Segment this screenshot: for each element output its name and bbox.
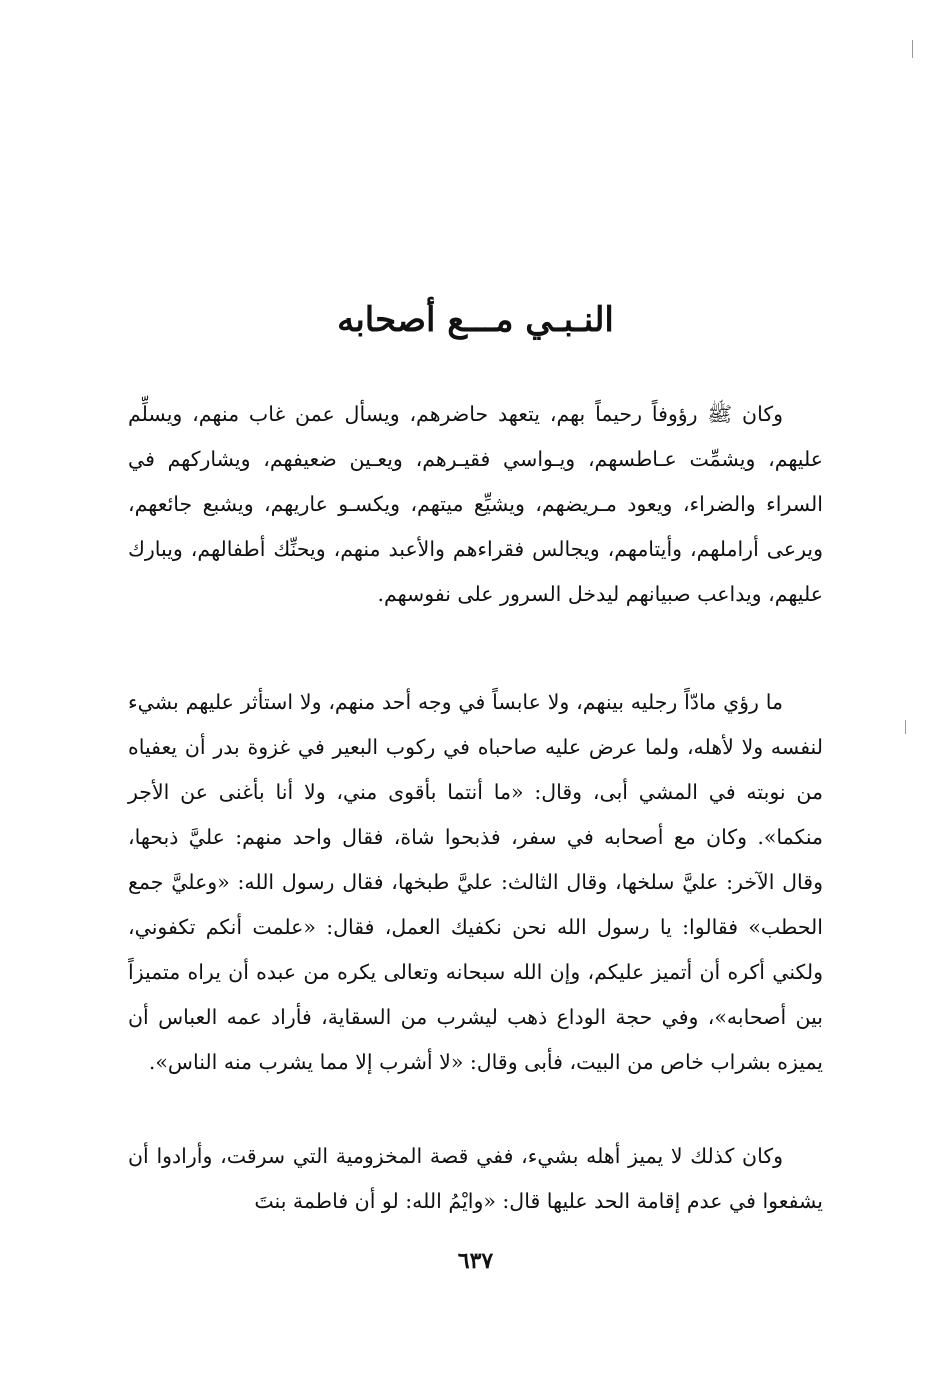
scan-mark [905, 720, 906, 734]
chapter-title: النـبـي مـــع أصحابه [337, 300, 614, 340]
paragraph-1: وكان ﷺ رؤوفاً رحيماً بهم، يتعهد حاضرهم، ويسأل عمن غاب منهم، ويسلِّم عليهم، ويشمِّت عـاطسهم، ويـواسي فقيـرهم، ويعـين ضعيفهم، ويشاركهم في السراء والضراء، ويعود مـريضهم، ويشيِّع ميتهم، ويكسـو عاريهم، ويشبع جائعهم، ويرعى أراملهم، وأيتامهم، ويجالس فقراءهم والأعبد منهم، ويحنِّك أطفالهم، ويبارك عليهم، ويداعب صبيانهم ليدخل السرور على نفوسهم. [128, 402, 823, 606]
paragraph-3: وكان كذلك لا يميز أهله بشيء، ففي قصة المخزومية التي سرقت، وأرادوا أن يشفعوا في عدم إقامة الحد عليها قال: «وايْمُ الله: لو أن فاطمة بنتَ [128, 1144, 823, 1213]
paragraph-2: ما رؤي مادّاً رجليه بينهم، ولا عابساً في وجه أحد منهم، ولا استأثر عليهم بشيء لنفسه ولا لأهله، ولما عرض عليه صاحباه في ركوب البعير في غزوة بدر أن يعفياه من نوبته في المشي أبى، وقال: «ما أنتما بأقوى مني، ولا أنا بأغنى عن الأجر منكما». وكان مع أصحابه في سفر، فذبحوا شاة، فقال واحد منهم: عليَّ ذبحها، وقال الآخر: عليَّ سلخها، وقال الثالث: عليَّ طبخها، فقال رسول الله: «وعليَّ جمع الحطب» فقالوا: يا رسول الله نحن نكفيك العمل، فقال: «علمت أنكم تكفوني، ولكني أكره أن أتميز عليكم، وإن الله سبحانه وتعالى يكره من عبده أن يراه متميزاً بين أصحابه»، وفي حجة الوداع ذهب ليشرب من السقاية، فأراد عمه العباس أن يميزه بشراب خاص من البيت، فأبى وقال: «لا أشرب إلا مما يشرب منه الناس». [128, 690, 823, 1074]
scan-mark [912, 40, 913, 58]
page-number: ٦٣٧ [457, 1248, 494, 1274]
